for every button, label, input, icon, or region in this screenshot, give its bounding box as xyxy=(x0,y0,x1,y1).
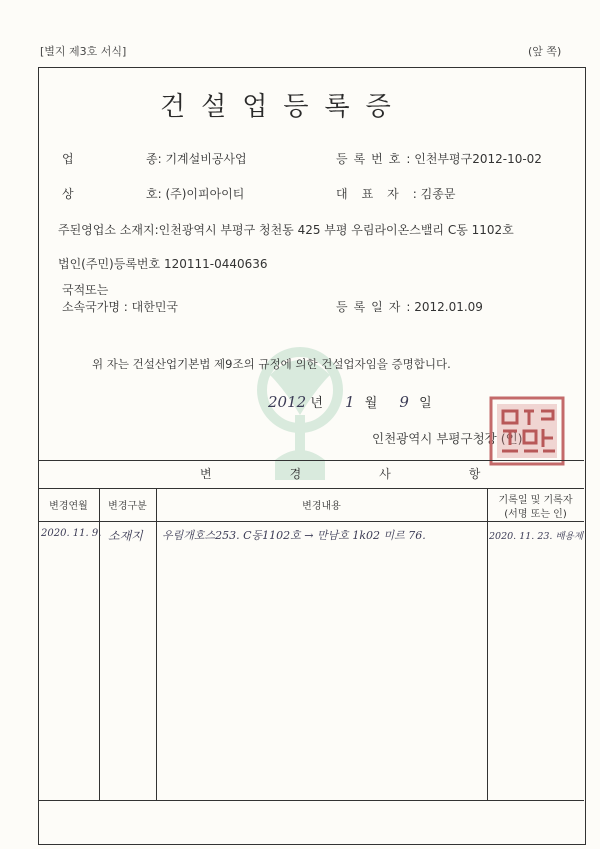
ceo-label: 대표자 xyxy=(336,187,413,201)
nation-row: 소속국가명 : 대한민국 xyxy=(62,300,179,314)
issue-day: 9 xyxy=(399,393,409,411)
month-unit: 월 xyxy=(364,396,378,411)
regdate-row: 등록일자: 2012.01.09 xyxy=(336,300,483,314)
form-number: [별지 제3호 서식] xyxy=(40,45,127,58)
heading-rule xyxy=(38,488,584,489)
col-header-recorder-sub: (서명 또는 인) xyxy=(504,509,567,520)
regno-row: 등록번호: 인천부평구2012-10-02 xyxy=(336,152,542,166)
certificate-title: 건설업등록증 xyxy=(160,92,407,122)
page-side: (앞 쪽) xyxy=(528,45,562,58)
issue-month: 1 xyxy=(345,393,355,411)
regdate-label: 등록일자 xyxy=(336,300,407,314)
industry-value: 기계설비공사업 xyxy=(165,152,247,166)
corp-value: 120111-0440636 xyxy=(163,257,268,271)
row-content: 우림개호스253. C동1102호 → 만남호 1k02 미르 76. xyxy=(162,529,426,542)
official-seal-icon xyxy=(488,395,566,467)
ceo-value: 김종문 xyxy=(420,187,456,201)
row-type: 소재지 xyxy=(108,529,143,543)
corp-row xyxy=(58,255,268,272)
nation-value: 대한민국 xyxy=(131,300,179,314)
issuer-name: 인천광역시 부평구청장 xyxy=(372,431,497,446)
col-divider-3 xyxy=(487,488,488,800)
issue-year: 2012 xyxy=(268,393,307,411)
regdate-value: 2012.01.09 xyxy=(414,300,483,314)
col-divider-2 xyxy=(156,488,157,800)
address-row: 주된영업소 소재지:인천광역시 부평구 청천동 425 부평 우림라이온스밸리 C동 1102호 xyxy=(58,223,514,237)
certify-statement: 위 자는 건설산업기본법 제9조의 규정에 의한 건설업자임을 증명합니다. xyxy=(92,357,451,371)
header-rule xyxy=(38,521,584,522)
corp-label: 법인(주민)등록번호 xyxy=(58,257,161,271)
regno-value: 인천부평구2012-10-02 xyxy=(414,152,542,166)
col-header-recorder: 기록일 및 기록자 xyxy=(498,495,573,506)
nation-label-2: 소속국가명 xyxy=(62,300,120,314)
address-value: 인천광역시 부평구 청천동 425 부평 우림라이온스밸리 C동 1102호 xyxy=(158,223,514,237)
day-unit: 일 xyxy=(419,396,432,411)
changes-heading: 변경사항 xyxy=(200,467,559,481)
company-label-1: 상 xyxy=(62,187,74,201)
ceo-row: 대표자: 김종문 xyxy=(336,187,456,201)
year-unit: 년 xyxy=(310,396,323,411)
industry-label-1: 업 xyxy=(62,152,74,166)
col-header-type: 변경구분 xyxy=(108,501,147,512)
col-header-date: 변경연월 xyxy=(49,501,88,512)
regno-label: 등록번호 xyxy=(336,152,407,166)
company-value: (주)이피아이티 xyxy=(165,187,245,201)
table-top-rule xyxy=(38,460,584,461)
table-bottom-rule xyxy=(38,800,584,801)
company-row: 호: (주)이피아이티 xyxy=(146,187,245,201)
address-label: 주된영업소 소재지 xyxy=(58,223,155,237)
col-header-content: 변경내용 xyxy=(302,501,341,512)
seal-mark: (인) xyxy=(500,431,523,446)
issue-date xyxy=(268,392,432,411)
nation-label-1: 국적또는 xyxy=(62,283,109,297)
row-recorder: 2020. 11. 23. 배용제 xyxy=(489,531,584,542)
row-date: 2020. 11. 9. xyxy=(41,528,102,539)
industry-label-2: 종: 기계설비공사업 xyxy=(146,152,247,166)
